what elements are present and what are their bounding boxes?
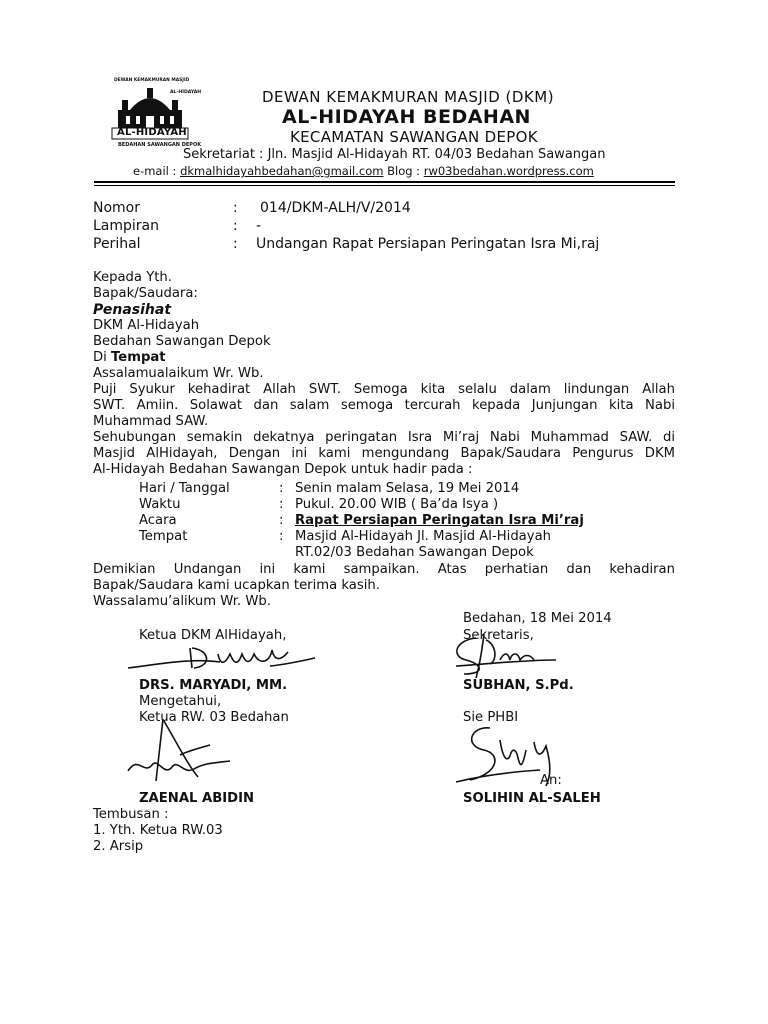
acara-colon: : <box>279 513 284 528</box>
letter-date: Bedahan, 18 Mei 2014 <box>463 611 612 626</box>
org-contact <box>133 164 594 178</box>
ketua-signature <box>120 640 320 680</box>
header-rule-thick <box>94 181 675 183</box>
recipient-line6 <box>93 350 166 366</box>
org-name-line: DEWAN KEMAKMURAN MASJID (DKM) <box>262 88 555 106</box>
blog-link[interactable]: rw03bedahan.wordpress.com <box>423 164 594 178</box>
lampiran-label: Lampiran <box>93 218 160 234</box>
hari-label: Hari / Tanggal <box>139 481 230 496</box>
closing-line2: Bapak/Saudara kami ucapkan terima kasih. <box>93 578 380 593</box>
tempat-label: Tempat <box>139 529 188 544</box>
paragraph2-line1: Sehubungan semakin dekatnya peringatan Isra Mi’raj Nabi Muhammad SAW. di <box>93 430 675 445</box>
recipient-tempat: Tempat <box>111 350 166 365</box>
perihal-colon: : <box>233 236 238 252</box>
lampiran-value: - <box>256 218 262 234</box>
tembusan-item1: 1. Yth. Ketua RW.03 <box>93 823 223 838</box>
tembusan-title: Tembusan : <box>93 807 169 822</box>
waktu-value: Pukul. 20.00 WIB ( Ba’da Isya ) <box>295 497 499 512</box>
paragraph1-line3: Muhammad SAW. <box>93 414 209 429</box>
blog-label: Blog : <box>387 164 421 178</box>
lampiran-colon: : <box>233 218 238 234</box>
an-label: An: <box>540 773 562 788</box>
recipient-line3: Penasihat <box>93 302 172 318</box>
sekretaris-signature <box>446 630 566 680</box>
rw-signature <box>118 715 238 790</box>
mengetahui: Mengetahui, <box>139 694 222 709</box>
waktu-colon: : <box>279 497 284 512</box>
tempat-value1: Masjid Al-Hidayah Jl. Masjid Al-Hidayah <box>295 529 552 544</box>
recipient-line4: DKM Al-Hidayah <box>93 318 200 333</box>
perihal-label: Perihal <box>93 236 141 252</box>
org-title: AL-HIDAYAH BEDAHAN <box>282 106 531 128</box>
paragraph2-line2: Masjid AlHidayah, Dengan ini kami mengundang Bapak/Saudara Pengurus DKM <box>93 446 675 461</box>
rw-title: Ketua RW. 03 Bedahan <box>139 710 289 725</box>
tembusan-item2: 2. Arsip <box>93 839 144 854</box>
recipient-line2: Bapak/Saudara: <box>93 286 198 301</box>
paragraph1-line1: Puji Syukur kehadirat Allah SWT. Semoga kita selalu dalam lindungan Allah <box>93 382 675 397</box>
recipient-line1: Kepada Yth. <box>93 270 172 285</box>
hari-colon: : <box>279 481 284 496</box>
logo-bottom-text: BEDAHAN SAWANGAN DEPOK <box>118 142 202 148</box>
acara-label: Acara <box>139 513 177 528</box>
logo-right-text: AL-HIDAYAH <box>170 90 202 95</box>
org-address: Sekretariat : Jln. Masjid Al-Hidayah RT. 04/03 Bedahan Sawangan <box>183 147 606 162</box>
paragraph1-line2: SWT. Amiin. Solawat dan salam semoga tercurah kepada Junjungan kita Nabi <box>93 398 675 413</box>
org-district: KECAMATAN SAWANGAN DEPOK <box>290 128 538 146</box>
waktu-label: Waktu <box>139 497 181 512</box>
email-link[interactable]: dkmalhidayahbedahan@gmail.com <box>180 164 384 178</box>
acara-value: Rapat Persiapan Peringatan Isra Mi’raj <box>295 513 584 528</box>
sekretaris-title: Sekretaris, <box>463 628 534 643</box>
logo-top-text: DEWAN KEMAKMURAN MASJID <box>114 78 190 83</box>
perihal-value: Undangan Rapat Persiapan Peringatan Isra Mi,raj <box>256 236 600 252</box>
rw-name: ZAENAL ABIDIN <box>139 791 255 806</box>
nomor-value: 014/DKM-ALH/V/2014 <box>260 200 411 216</box>
hari-value: Senin malam Selasa, 19 Mei 2014 <box>295 481 520 496</box>
logo-main-text: AL-HIDAYAH <box>117 127 187 138</box>
phbi-title: Sie PHBI <box>463 710 519 725</box>
header-rule-thin <box>94 185 675 186</box>
ketua-name: DRS. MARYADI, MM. <box>139 678 288 693</box>
phbi-name: SOLIHIN AL-SALEH <box>463 791 601 806</box>
ketua-title: Ketua DKM AlHidayah, <box>139 628 287 643</box>
nomor-colon: : <box>233 200 238 216</box>
tempat-colon: : <box>279 529 284 544</box>
tempat-value2: RT.02/03 Bedahan Sawangan Depok <box>295 545 534 560</box>
nomor-label: Nomor <box>93 200 140 216</box>
greeting: Assalamualaikum Wr. Wb. <box>93 366 264 381</box>
recipient-di: Di <box>93 350 107 365</box>
email-label: e-mail : <box>133 164 177 178</box>
closing-line1: Demikian Undangan ini kami sampaikan. Atas perhatian dan kehadiran <box>93 562 675 577</box>
paragraph2-line3: Al-Hidayah Bedahan Sawangan Depok untuk hadir pada : <box>93 462 473 477</box>
closing-line3: Wassalamu’alikum Wr. Wb. <box>93 594 271 609</box>
sekretaris-name: SUBHAN, S.Pd. <box>463 678 574 693</box>
recipient-line5: Bedahan Sawangan Depok <box>93 334 271 349</box>
